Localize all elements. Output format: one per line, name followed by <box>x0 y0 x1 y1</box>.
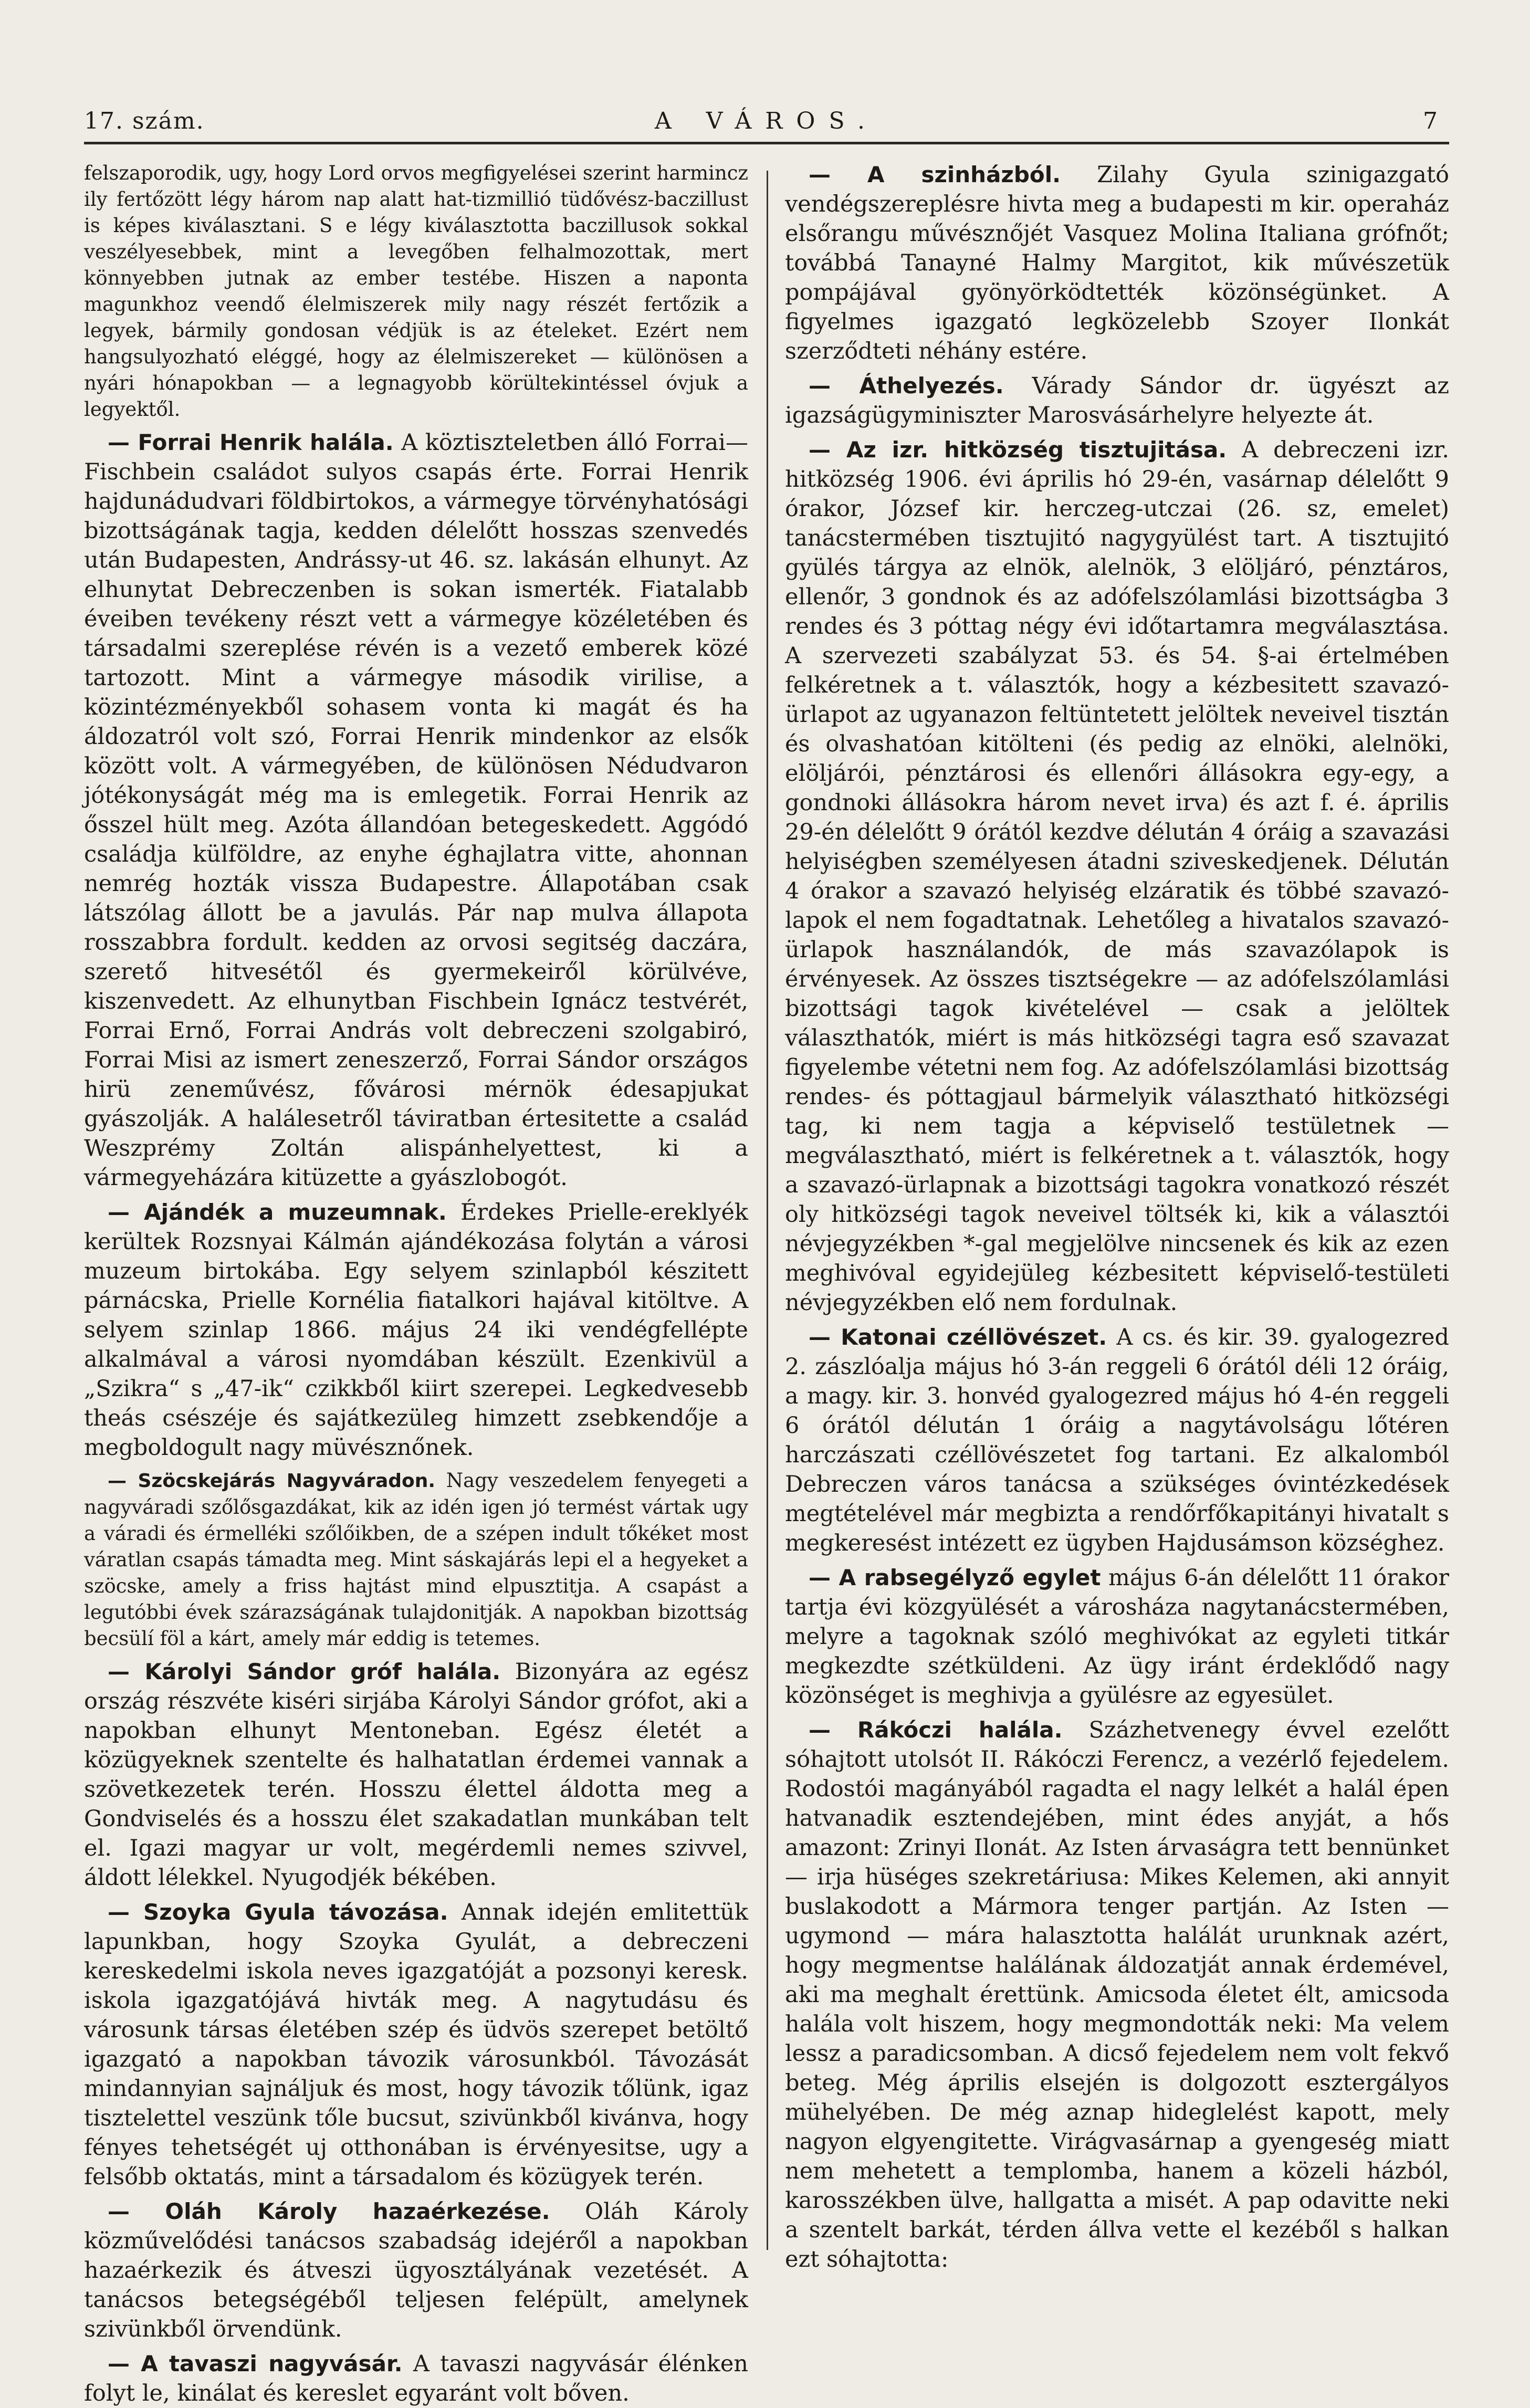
newspaper-page <box>84 100 1449 2406</box>
article-paragraph <box>785 1715 1449 2274</box>
issue-number: 17. szám. <box>84 108 205 134</box>
article-text: Zilahy Gyula szinigazgató vendégszereplésre hivta meg a budapesti m kir. operaház elsőrangu művésznőjét Vasquez Molina Italiana grófnőt; továbbá Tanayné Halmy Margitot, kik művészetük pompájával gyönyörködtették közönségünket. A figyelmes igazgató legközelebb Szoyer Ilonkát szerződteti néhány estére. <box>785 162 1449 364</box>
article-headline: — Rákóczi halála. <box>809 1717 1063 1743</box>
article-columns <box>84 160 1449 2406</box>
article-headline: — Katonai czéllövészet. <box>809 1324 1107 1350</box>
article-text: A debreczeni izr. hitközség 1906. évi április hó 29-én, vasárnap délelőtt 9 órakor, József kir. herczeg-utczai (26. sz, emelet) tanácstermében tisztujitó nagygyülést tart. A tisztujitó gyülés tárgya az elnök, alelnök, 3 elöljáró, pénztáros, ellenőr, 3 gondnok és az adófelszólamlási bizottságba 3 rendes és 3 póttag négy évi időtartamra megválasztása. A szervezeti szabályzat 53. és 54. §-ai értelmében felkéretnek a t. választók, hogy a kézbesitett szavazó-ürlapot az ugyanazon feltüntetett jelöltek neveivel tisztán és olvashatóan kitölteni (és pedig az elnöki, alelnöki, elöljárói, pénztárosi és ellenőri állásokra egy-egy, a gondnoki állásokra három nevet irva) és azt f. é. április 29-én délelőtt 9 órától kezdve délután 4 óráig a szavazási helyiségben személyesen átadni sziveskedjenek. Délután 4 órakor a szavazó helyiség elzáratik és többé szavazó-lapok el nem fogadtatnak. Lehetőleg a hivatalos szavazó-ürlapok használandók, de más szavazólapok is érvényesek. Az összes tisztségekre — az adófelszólamlási bizottsági tagok kivételével — csak a jelöltek választhatók, miért is más hitközségi tagra eső szavazat figyelembe vétetni nem fog. Az adófelszólamlási bizottság rendes- és póttagjaul bármelyik választható hitközségi tag, ki nem tagja a képviselő testületnek — megválasztható, miért is felkéretnek a t. választók, hogy a szavazó-ürlapnak a bizottsági tagokra vonatkozó részét oly hitközségi tagok neveivel töltsék ki, kik a választói névjegyzékben *-gal megjelölve nincsenek és kik az ezen meghivóval egyidejüleg kézbesitett képviselő-testületi névjegyzékben elő nem fordulnak. <box>785 437 1449 1316</box>
article-headline: — Ajándék a muzeumnak. <box>108 1199 447 1225</box>
article-text: Érdekes Prielle-ereklyék kerültek Rozsnyai Kálmán ajándékozása folytán a városi muzeum birtokába. Egy selyem szinlapból készitett párnácska, Prielle Kornélia fiatalkori hajával kitöltve. A selyem szinlap 1866. május 24 iki vendégfellépte alkalmával a városi nyomdában készült. Ezenkivül a „Szikra“ s „47-ik“ czikkből kiirt szerepei. Legkedvesebb theás csészéje és sajátkezüleg himzett zsebkendője a megboldogult nagy müvésznőnek. <box>84 1199 748 1461</box>
article-headline: — Szöcskejárás Nagyváradon. <box>108 1470 436 1492</box>
article-text: felszaporodik, ugy, hogy Lord orvos megfigyelései szerint harmincz ily fertőzött légy három nap alatt hat-tizmillió tüdővész-baczillust is képes kiválasztani. S e légy kiválasztotta baczillusok sokkal veszélyesebbek, mint a levegőben felhalmozottak, mert könnyebben jutnak az ember testébe. Hiszen a naponta magunkhoz veendő élelmiszerek mily nagy részét fertőzik a legyek, bármily gondosan védjük is az ételeket. Ezért nem hangsulyozható eléggé, hogy az élelmiszereket — különösen a nyári hónapokban — a legnagyobb körültekintéssel óvjuk a legyektől. <box>84 162 748 421</box>
article-text: A cs. és kir. 39. gyalogezred 2. zászlóalja május hó 3-án reggeli 6 órától déli 12 óráig, a magy. kir. 3. honvéd gyalogezred május hó 4-én reggeli 6 órától délután 1 óráig a nagytávolságu lőtéren harczászati czéllövészetet fog tartani. Ez alkalomból Debreczen város tanácsa a szükséges óvintézkedések megtételével már megbizta a rendőrfőkapitányi hivatalt s megkeresést intézett ez ügyben Hajdusámson községhez. <box>785 1324 1449 1556</box>
article-paragraph <box>84 2197 748 2344</box>
article-text: A köztiszteletben álló Forrai—Fischbein családot sulyos csapás érte. Forrai Henrik hajdunádudvari földbirtokos, a vármegye törvényhatósági bizottságának tagja, kedden délelőtt hosszas szenvedés után Budapesten, Andrássy-ut 46. sz. lakásán elhunyt. Az elhunytat Debreczenben is sokan ismerték. Fiatalabb éveiben tevékeny részt vett a vármegye közéletében és társadalmi szereplése révén is a vezető emberek közé tartozott. Mint a vármegye második virilise, a közintézményekből sohasem vonta ki magát és ha áldozatról volt szó, Forrai Henrik mindenkor az elsők között volt. A vármegyében, de különösen Nédudvaron jótékonyságát még ma is emlegetik. Forrai Henrik az ősszel hült meg. Azóta állandóan betegeskedett. Aggódó családja külföldre, az enyhe éghajlatra vitte, ahonnan nemrég hozták vissza Budapestre. Állapotában csak látszólag állott be a javulás. Pár nap mulva állapota rosszabbra fordult. kedden az orvosi segitség daczára, szerető hitvesétől és gyermekeiről körülvéve, kiszenvedett. Az elhunytban Fischbein Ignácz testvérét, Forrai Ernő, Forrai András volt debreczeni szolgabiró, Forrai Misi az ismert zeneszerző, Forrai Sándor országos hirü zeneművész, fővárosi mérnök édesapjukat gyászolják. A halálesetről táviratban értesitette a család Weszprémy Zoltán alispánhelyettest, ki a vármegyeházára kitüzette a gyászlobogót. <box>84 430 748 1191</box>
article-paragraph <box>84 1198 748 1462</box>
article-text: Százhetvenegy évvel ezelőtt sóhajtott utolsót II. Rákóczi Ferencz, a vezérlő fejedelem. Rodostói magányából ragadta el nagy lelkét a halál épen hatvanadik esztendejében, mint édes anyját, a hős amazont: Zrinyi Ilonát. Az Isten árvaságra tett bennünket — irja hüséges szekretáriusa: Mikes Kelemen, aki annyit buslakodott a Mármora tenger partján. Az Isten — ugymond — mára halasztotta halálát urunknak azért, hogy megmentse halálának áldozatját annak érdemével, aki ma meghalt érettünk. Amicsoda életet élt, amicsoda halála volt hiszem, hogy megmondották neki: Ma velem lessz a paradicsomban. A dicső fejedelem nem volt fekvő beteg. Még április elsején is dolgozott esztergályos mühelyében. De még aznap hideglelést kapott, mely nagyon elgyengitette. Virágvasárnap a gyengeség miatt nem mehetett a templomba, hanem a közeli házból, karosszékben ülve, hallgatta a misét. A pap odavitte neki a szentelt barkát, térden állva vette el kezéből s halkan ezt sóhajtotta: <box>785 1717 1449 2273</box>
article-text: Várady Sándor dr. ügyészt az igazságügyminiszter Marosvásárhelyre helyezte át. <box>785 373 1449 428</box>
article-paragraph <box>84 2349 748 2408</box>
article-text: A tavaszi nagyvásár élénken folyt le, kinálat és kereslet egyaránt volt bőven. <box>84 2351 748 2406</box>
article-paragraph <box>84 428 748 1192</box>
article-paragraph <box>785 1323 1449 1558</box>
right-column <box>785 160 1449 2273</box>
left-column <box>84 160 748 2406</box>
article-text: Bizonyára az egész ország részvéte kiséri sirjába Károlyi Sándor grófot, aki a napokban elhunyt Mentoneban. Egész életét a közügyeknek szentelte és halhatatlan érdemei vannak a szövetkezetek terén. Hosszu élettel áldotta meg a Gondviselés és a hosszu élet szakadatlan munkában telt el. Igazi magyar ur volt, megérdemli nemes szivvel, áldott lélekkel. Nyugodjék békében. <box>84 1659 748 1891</box>
article-paragraph <box>785 371 1449 430</box>
article-paragraph <box>84 1898 748 2192</box>
article-text: Annak idején emlitettük lapunkban, hogy Szoyka Gyulát, a debreczeni kereskedelmi iskola neves igazgatóját a pozsonyi keresk. iskola igazgatójává hivták meg. A nagytudásu és városunk társas életében szép és üdvös szerepet betöltő igazgató a napokban távozik városunkból. Távozását mindannyian sajnáljuk és most, hogy távozik tőlünk, igaz tisztelettel veszünk tőle bucsut, szivünkből kivánva, hogy fényes tehetségét uj otthonában is érvényesitse, ugy a felsőbb oktatás, mint a társadalom és közügyek terén. <box>84 1899 748 2190</box>
article-headline: — Forrai Henrik halála. <box>108 430 394 455</box>
article-headline: — Az izr. hitközség tisztujitása. <box>809 437 1227 463</box>
article-headline: — Szoyka Gyula távozása. <box>108 1899 448 1925</box>
article-headline: — A rabsegélyző egylet <box>809 1565 1101 1590</box>
newspaper-title: A VÁROS. <box>654 108 879 134</box>
article-text: Nagy veszedelem fenyegeti a nagyváradi szőlősgazdákat, kik az idén igen jó termést vártak ugy a váradi és érmelléki szőlőikben, de a szépen indult tőkéket most váratlan csapás támadta meg. Mint sáskajárás lepi el a hegyeket a szöcske, amely a friss hajtást mind elpusztitja. A csapást a legutóbbi évek szárazságának tulajdonitják. A napokban bizottság becsülí föl a kárt, amely már eddig is tetemes. <box>84 1469 748 1650</box>
article-headline: — Áthelyezés. <box>809 373 1004 399</box>
article-headline: — Károlyi Sándor gróf halála. <box>108 1659 501 1684</box>
article-paragraph <box>84 1657 748 1892</box>
column-divider <box>767 171 768 2250</box>
article-headline: — A tavaszi nagyvásár. <box>108 2351 403 2376</box>
page-number: 7 <box>1423 108 1439 134</box>
article-paragraph <box>785 1563 1449 1710</box>
article-paragraph <box>84 160 748 423</box>
article-headline: — Oláh Károly hazaérkezése. <box>108 2198 550 2224</box>
article-paragraph <box>785 435 1449 1317</box>
article-text: Oláh Károly közművelődési tanácsos szabadság idejéről a napokban hazaérkezik és átveszi ügyosztályának vezetését. A tanácsos betegségéből teljesen felépült, amelynek szivünkből örvendünk. <box>84 2198 748 2342</box>
article-paragraph <box>785 160 1449 366</box>
article-headline: — A szinházból. <box>809 162 1061 187</box>
article-paragraph <box>84 1468 748 1652</box>
page-header <box>84 100 1449 144</box>
article-text: május 6-án délelőtt 11 órakor tartja évi közgyülését a városháza nagytanácstermében, melyre a tagoknak szóló meghivókat az egyleti titkár megkezdte szétküldeni. Az ügy iránt érdeklődő nagy közönséget is meghivja a gyülésre az egyesület. <box>785 1565 1449 1709</box>
